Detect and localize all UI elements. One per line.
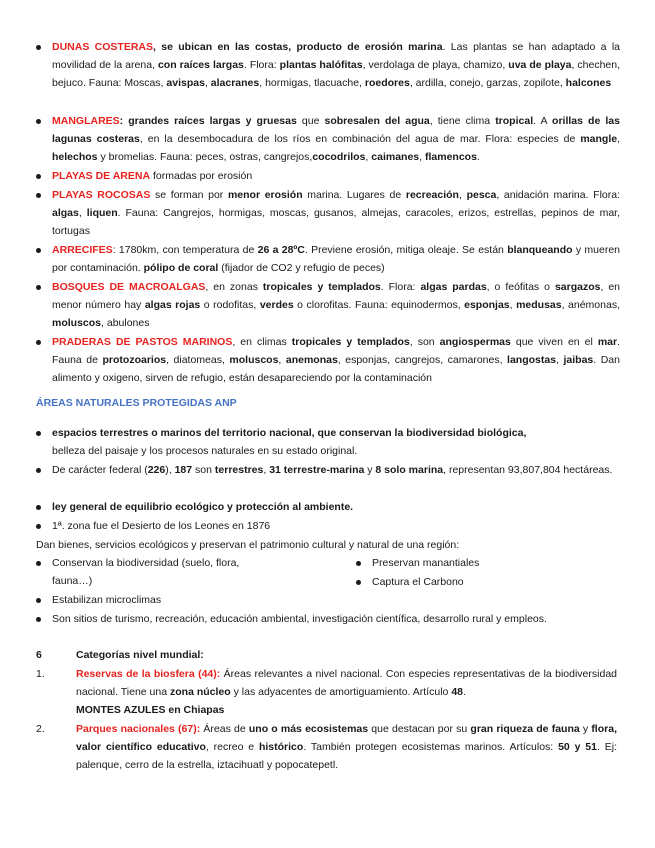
text-run: cocodrilos	[312, 151, 366, 163]
text-run: y	[364, 464, 376, 476]
text-run: ,	[419, 151, 425, 163]
text-run: algas pardas	[420, 281, 487, 293]
bullet-anp-definicion	[52, 424, 620, 460]
text-run: formadas por erosión	[150, 170, 253, 182]
text-run: tropicales y templados	[262, 281, 381, 293]
text-run: sobresalen del agua	[324, 115, 430, 127]
text-run: . Previene erosión, mitiga oleaje. Se están	[304, 244, 508, 256]
text-run: .	[476, 151, 480, 163]
text-run: MONTES AZULES en Chiapas	[76, 704, 225, 716]
text-run: menor erosión	[227, 189, 303, 201]
text-run: tropicales y templados	[291, 336, 410, 348]
text-run: halcones	[565, 77, 612, 89]
text-run: flora, valor científico educativo	[76, 723, 617, 753]
text-run: ,	[263, 464, 270, 476]
text-run: y las adyacentes de amortiguamiento. Artículo	[230, 686, 452, 698]
text-run: o clorofitas. Fauna: equinodermos,	[293, 299, 465, 311]
text-run: , en la desembocadura de los ríos en combinación del agua de mar. Flora: especies de	[139, 133, 581, 145]
text-run: , se ubican en las	[153, 41, 255, 53]
text-run: , esponjas, cangrejos, camarones,	[337, 354, 508, 366]
bullet-anp-federal	[52, 461, 620, 479]
text-run: . Dan alimento y oxigeno, sirven de refugio, están desapareciendo por la contaminación	[52, 354, 620, 384]
text-run: con raíces largas	[157, 59, 244, 71]
text-run: blanqueando	[507, 244, 573, 256]
item-reservas-biosfera	[76, 665, 617, 719]
text-run: , diatomeas,	[166, 354, 230, 366]
text-run: Áreas relevantes a nivel nacional. Con especies representativas de la biodiversidad nacional. Tiene una	[76, 668, 617, 698]
text-run: anemonas	[285, 354, 338, 366]
text-run: caimanes	[371, 151, 420, 163]
text-run: ,	[78, 207, 87, 219]
text-run: y bromelias. Fauna: peces, ostras, cangrejos,	[97, 151, 313, 163]
text-run: tropical	[495, 115, 534, 127]
text-run: verdes	[259, 299, 294, 311]
text-run: :	[119, 115, 129, 127]
text-run: que destacan por su	[368, 723, 471, 735]
text-run: , o feófitas o	[486, 281, 555, 293]
text-run: ,	[458, 189, 467, 201]
text-run: algas rojas	[144, 299, 201, 311]
bullet-anp-primera-zona: 1ª. zona fue el Desierto de los Leones en 1876	[52, 517, 620, 535]
text-run: ),	[165, 464, 175, 476]
text-run: helechos	[52, 151, 98, 163]
categorias-title: Categorías nivel mundial:	[76, 649, 204, 661]
text-run: marina. Lugares de	[302, 189, 406, 201]
text-run: , anémonas,	[561, 299, 620, 311]
text-run: zona núcleo	[170, 686, 231, 698]
text-run: langostas	[507, 354, 557, 366]
text-run: , en menor número hay	[52, 281, 621, 311]
text-run: ,	[556, 354, 564, 366]
text-run: , son	[409, 336, 440, 348]
text-line: fauna…)	[52, 575, 93, 587]
bullet-anp-ley: ley general de equilibrio ecológico y protección al ambiente.	[52, 498, 620, 516]
text-run: 8 solo marina	[375, 464, 444, 476]
text-run: , verdolaga de playa, chamizo,	[362, 59, 509, 71]
bullet-dunas-costeras	[52, 38, 620, 92]
text-run: . Fauna: Cangrejos, hormigas, moscas, gusanos, almejas, caracoles, erizos, estrellas, pepinos de mar, tortugas	[52, 207, 620, 237]
bullet-macroalgas	[52, 278, 620, 332]
text-run: 31 terrestre-marina	[269, 464, 365, 476]
text-run: . A	[533, 115, 553, 127]
text-run: , abulones	[101, 317, 150, 329]
text-run: ,	[278, 354, 286, 366]
text-run: alacranes	[210, 77, 260, 89]
text-run: De carácter federal (	[52, 464, 148, 476]
bullet-preservan-manantiales: Preservan manantiales	[372, 554, 572, 572]
text-run: 50 y 51	[558, 741, 597, 753]
text-run: o rodofitas,	[200, 299, 260, 311]
text-run: roedores	[364, 77, 410, 89]
text-run: sargazos	[554, 281, 601, 293]
text-run: grandes raíces largas y gruesas	[128, 115, 297, 127]
text-run: : 1780km, con temperatura de	[112, 244, 258, 256]
text-run: 187	[174, 464, 193, 476]
text-run: ARRECIFES	[52, 244, 113, 256]
text-run: DUNAS COSTERAS	[52, 41, 154, 53]
text-run: pólipo de coral	[143, 262, 219, 274]
text-run: ,	[365, 151, 372, 163]
text-run: uno o más ecosistemas	[248, 723, 369, 735]
text-run: , en zonas	[205, 281, 263, 293]
bullet-manglares	[52, 112, 620, 166]
text-run: recreación	[405, 189, 459, 201]
text-run: y	[579, 723, 592, 735]
text-run: 48	[451, 686, 463, 698]
text-run: orillas de las lagunas costeras	[52, 115, 620, 145]
text-run: PLAYAS ROCOSAS	[52, 189, 151, 201]
text-run: costas, producto de erosión marina	[254, 41, 443, 53]
bullet-arrecifes	[52, 241, 620, 277]
bullet-playas-arena	[52, 167, 620, 185]
text-run: ,	[617, 133, 620, 145]
text-run: ,	[509, 299, 517, 311]
text-line: espacios terrestres o marinos del territorio nacional, que conservan la biodiversidad biológica,	[52, 427, 527, 439]
text-run: uva de playa	[508, 59, 572, 71]
text-run: PLAYAS DE ARENA	[52, 170, 151, 182]
text-run: son	[192, 464, 215, 476]
text-run: BOSQUES DE MACROALGAS	[52, 281, 206, 293]
bullet-praderas	[52, 333, 620, 387]
text-run: , anidación marina. Flora:	[496, 189, 621, 201]
item-parques-nacionales	[76, 720, 617, 774]
text-run: PRADERAS DE PASTOS MARINOS	[52, 336, 233, 348]
text-run: Reservas de la biosfera (44):	[76, 668, 221, 680]
text-run: , representan 93,807,804 hectáreas.	[443, 464, 613, 476]
text-run: . Flora:	[243, 59, 280, 71]
text-run: se forman por	[150, 189, 228, 201]
text-run: histórico	[258, 741, 304, 753]
text-run: pesca	[466, 189, 497, 201]
text-run: plantas halófitas	[279, 59, 363, 71]
text-run: , en climas	[232, 336, 292, 348]
text-run: . Las plantas se han adaptado a la movilidad de la arena,	[52, 41, 620, 71]
text-run: y mueren por contaminación.	[52, 244, 620, 274]
text-run: gran riqueza de fauna	[470, 723, 580, 735]
text-line: Conservan la biodiversidad (suelo, flora,	[52, 557, 240, 569]
text-run: que viven en el	[510, 336, 598, 348]
text-run: algas	[52, 207, 79, 219]
text-run: moluscos	[229, 354, 279, 366]
bullet-microclimas: Estabilizan microclimas	[52, 591, 620, 609]
text-run: avispas	[166, 77, 205, 89]
text-run: , tiene clima	[429, 115, 496, 127]
text-run: liquen	[86, 207, 118, 219]
text-run: . También protegen ecosistemas marinos. Artículos:	[303, 741, 559, 753]
item-1-number: 1.	[36, 668, 45, 680]
bullet-playas-rocosas	[52, 186, 620, 240]
text-run: jaibas	[563, 354, 594, 366]
text-run: protozoarios	[102, 354, 167, 366]
text-run: . Flora:	[380, 281, 421, 293]
bullet-conservan-biodiversidad	[52, 554, 302, 590]
text-line: belleza del paisaje y los procesos naturales en su estado original.	[52, 445, 358, 457]
text-run: , chechen, bejuco. Fauna: Moscas,	[52, 59, 621, 89]
text-run: flamencos	[424, 151, 477, 163]
dan-bienes-line: Dan bienes, servicios ecológicos y preservan el patrimonio cultural y natural de una región:	[36, 539, 460, 551]
text-run: Parques nacionales (67):	[76, 723, 201, 735]
text-run: .	[463, 686, 466, 698]
text-run: moluscos	[52, 317, 102, 329]
text-run: Áreas de	[200, 723, 249, 735]
text-run: . Fauna de	[52, 336, 621, 366]
text-run: . Ej: palenque, cerro de la estrella, iztacihuatl y popocatepetl.	[76, 741, 617, 771]
text-run: esponjas	[464, 299, 510, 311]
text-run: , recreo e	[205, 741, 259, 753]
text-run: (fijador de CO2 y refugio de peces)	[218, 262, 385, 274]
text-run: ,	[204, 77, 211, 89]
text-run: mangle	[580, 133, 618, 145]
text-run: que	[296, 115, 325, 127]
categorias-number: 6	[36, 649, 42, 661]
text-run: 26 a 28ºC	[257, 244, 305, 256]
text-run: angiospermas	[439, 336, 511, 348]
text-run: 226	[147, 464, 166, 476]
bullet-captura-carbono: Captura el Carbono	[372, 573, 572, 591]
bullet-sitios-turismo: Son sitios de turismo, recreación, educación ambiental, investigación científica, desarrollo rural y empleos.	[52, 610, 620, 628]
section-heading-anp: ÁREAS NATURALES PROTEGIDAS ANP	[36, 397, 237, 409]
item-2-number: 2.	[36, 723, 45, 735]
text-run: medusas	[516, 299, 562, 311]
text-run: , ardilla, conejo, garzas, zopilote,	[409, 77, 566, 89]
text-run: mar	[597, 336, 618, 348]
text-run: , hormigas, tlacuache,	[259, 77, 365, 89]
text-run: terrestres	[214, 464, 264, 476]
text-run: MANGLARES	[52, 115, 120, 127]
